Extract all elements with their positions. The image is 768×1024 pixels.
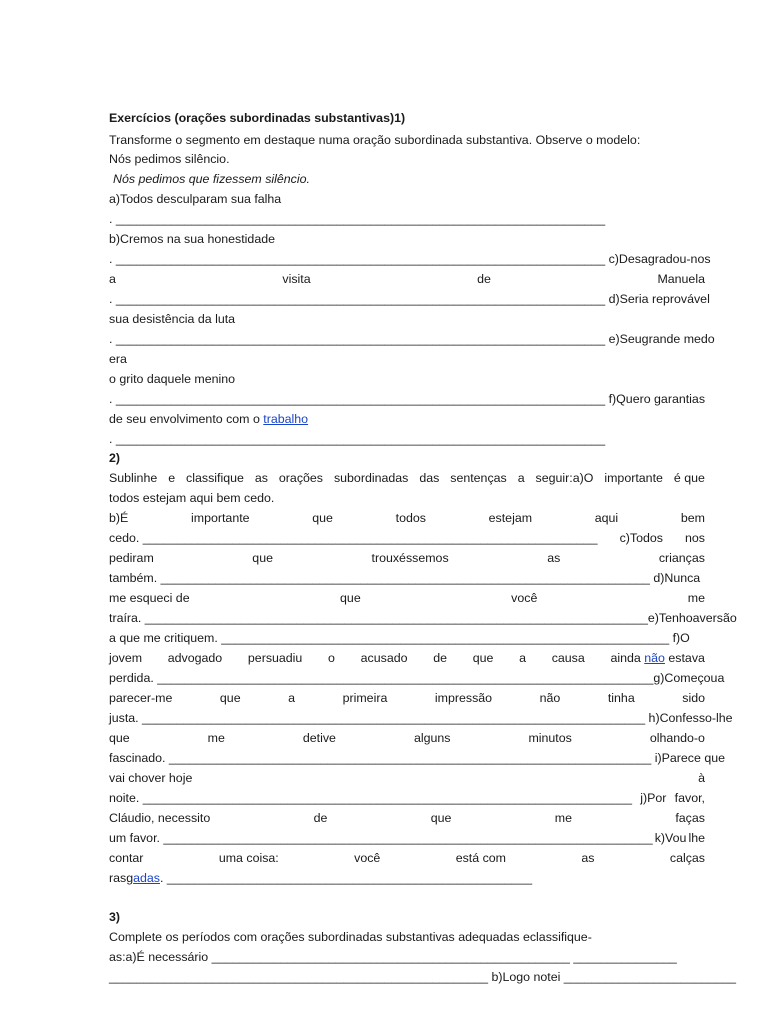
exercise-item-b: b)Cremos na sua honestidade <box>109 232 275 246</box>
exercise-item-c-continuation <box>109 271 705 287</box>
blank-text: . _____________________________________________________ <box>159 871 533 885</box>
word: a <box>517 471 525 485</box>
answer-blank <box>109 530 705 546</box>
word: olhando-o <box>649 731 705 745</box>
word: ainda <box>610 651 641 665</box>
word: uma coisa: <box>218 851 279 865</box>
answer-blank: _______________________________________________________ b)Logo notei _________________________ <box>109 970 737 984</box>
exercise-instruction <box>109 470 705 486</box>
word: é que <box>673 471 705 485</box>
answer-blank <box>109 670 725 686</box>
answer-blank: as:a)É necessário ____________________________________________________ _______________ <box>109 950 677 964</box>
word: de <box>313 811 328 825</box>
word: calças <box>669 851 705 865</box>
word: à <box>698 771 705 785</box>
word: jovem <box>109 651 143 665</box>
word: você <box>354 851 381 865</box>
word: Manuela <box>657 272 705 286</box>
answer-blank: também. _______________________________________________________________________ d)Nunca <box>109 571 701 585</box>
word: tinha <box>607 691 635 705</box>
trabalho-link[interactable]: trabalho <box>263 412 309 426</box>
word: que <box>109 731 130 745</box>
exercise-item-d-continuation: sua desistência da luta <box>109 312 236 326</box>
sentence-text <box>109 650 705 666</box>
adas-link[interactable]: adas <box>133 871 160 885</box>
word: parecer-me <box>109 691 173 705</box>
word: lhe <box>688 831 705 845</box>
blank-text: noite. _______________________________________________________________________ <box>109 791 633 805</box>
answer-blank: . _______________________________________________________________________ <box>109 212 606 226</box>
word: pediram <box>109 551 154 565</box>
answer-blank <box>109 331 715 347</box>
word: que <box>219 691 241 705</box>
page-title: Exercícios (orações subordinadas substantivas)1) <box>109 111 406 125</box>
word: que <box>340 591 361 605</box>
word: a <box>717 671 725 685</box>
word: vai chover hoje <box>109 771 193 785</box>
word: todos <box>395 511 426 525</box>
exercise-item-f-continuation <box>109 411 705 427</box>
exercise-item-e-continuation: o grito daquele menino <box>109 372 236 386</box>
answer-blank <box>109 790 705 806</box>
blank-text: . _______________________________________________________________________ e)Seu <box>109 332 642 346</box>
word: a <box>109 272 116 286</box>
exercise-item-e-continuation: era <box>109 352 127 366</box>
word: e)Tenho <box>647 611 693 625</box>
word: das <box>419 471 440 485</box>
word: me <box>554 811 572 825</box>
word: e <box>168 471 176 485</box>
word: que <box>312 511 333 525</box>
exercise-number: 2) <box>109 451 121 465</box>
word: me <box>687 591 705 605</box>
answer-blank: . _______________________________________________________________________ <box>109 432 606 446</box>
word: nos <box>685 531 705 545</box>
blank-text: traíra. _________________________________________________________________________ <box>109 611 648 625</box>
instruction-text: Transforme o segmento em destaque numa oração subordinada substantiva. Observe o modelo: <box>109 133 641 147</box>
exercise-instruction: Complete os períodos com orações subordinadas substantivas adequadas eclassifique- <box>109 930 592 944</box>
sentence-text: todos estejam aqui bem cedo. <box>109 491 275 505</box>
blank-text: cedo. __________________________________________________________________ <box>109 531 598 545</box>
word: Sublinhe <box>109 471 158 485</box>
sentence-text <box>109 690 705 706</box>
sentence-text <box>109 850 705 866</box>
word: subordinadas <box>333 471 409 485</box>
model-sentence: Nós pedimos silêncio. <box>109 152 230 166</box>
sentence-text <box>109 590 705 606</box>
exercise-item-a: a)Todos desculparam sua falha <box>109 192 282 206</box>
word: advogado <box>167 651 223 665</box>
sentence-text <box>109 770 705 786</box>
blank-text: um favor. _______________________________________________________________________ <box>109 831 653 845</box>
word: contar <box>109 851 144 865</box>
word: de <box>433 651 447 665</box>
word: k)Vou <box>654 831 687 845</box>
word: seguir:a)O <box>535 471 594 485</box>
word: acusado <box>360 651 408 665</box>
word: j)Por <box>640 791 667 805</box>
answer-blank: . _______________________________________________________________________ f)Quero garantias <box>109 392 706 406</box>
word: detive <box>302 731 336 745</box>
word: c)Todos <box>619 531 663 545</box>
word: Cláudio, necessito <box>109 811 211 825</box>
answer-blank: fascinado. ______________________________________________________________________ i)Parece que <box>109 751 725 765</box>
word: importante <box>191 511 250 525</box>
word: me esqueci de <box>109 591 190 605</box>
word: classifique <box>186 471 244 485</box>
answer-blank <box>109 870 705 886</box>
word: favor, <box>674 791 705 805</box>
word: impressão <box>434 691 493 705</box>
answer-blank <box>109 830 705 846</box>
word: bem <box>680 511 705 525</box>
sentence-text <box>109 810 705 826</box>
word: estava <box>668 651 705 665</box>
sentence-text <box>109 550 705 566</box>
answer-blank: . _______________________________________________________________________ d)Seria reprovável <box>109 292 710 306</box>
word: crianças <box>658 551 705 565</box>
word: a <box>519 651 526 665</box>
word: b)É <box>109 511 129 525</box>
word: primeira <box>342 691 388 705</box>
word: aversão <box>692 611 737 625</box>
word: está com <box>455 851 506 865</box>
word-group <box>610 650 704 666</box>
word: as <box>547 551 561 565</box>
word: você <box>511 591 538 605</box>
word: de <box>477 272 491 286</box>
word: alguns <box>413 731 451 745</box>
answer-blank: . _______________________________________________________________________ c)Desagradou-nos <box>109 252 711 266</box>
word: as <box>254 471 268 485</box>
blank-text: perdida. ________________________________________________________________________ <box>109 671 654 685</box>
sentence-text <box>109 730 705 746</box>
sentence-text <box>109 510 705 526</box>
word: sido <box>682 691 705 705</box>
word: o <box>328 651 335 665</box>
word: importante <box>604 471 663 485</box>
word: não <box>539 691 561 705</box>
model-answer: Nós pedimos que fizessem silêncio. <box>113 172 310 186</box>
word: as <box>581 851 595 865</box>
nao-link[interactable]: não <box>644 651 665 665</box>
word: minutos <box>528 731 572 745</box>
word: estejam <box>488 511 533 525</box>
exercise-number: 3) <box>109 910 121 924</box>
text: de seu envolvimento com o <box>109 412 260 426</box>
word: grande medo <box>641 332 715 346</box>
word: a <box>288 691 296 705</box>
word: me <box>207 731 225 745</box>
word: que <box>430 811 452 825</box>
word: causa <box>551 651 585 665</box>
text: rasg <box>109 871 134 885</box>
word: sentenças <box>450 471 507 485</box>
word: que <box>472 651 494 665</box>
answer-blank: a que me critiquem. _________________________________________________________________ f)O <box>109 631 690 645</box>
word: que <box>252 551 273 565</box>
word: aqui <box>594 511 619 525</box>
word: visita <box>282 272 311 286</box>
word: trouxéssemos <box>371 551 449 565</box>
word: orações <box>278 471 323 485</box>
answer-blank: justa. _________________________________________________________________________ h)Confesso-lhe <box>109 711 733 725</box>
answer-blank <box>109 610 737 626</box>
word: faças <box>675 811 705 825</box>
word: persuadiu <box>247 651 303 665</box>
word: g)Começou <box>653 671 718 685</box>
